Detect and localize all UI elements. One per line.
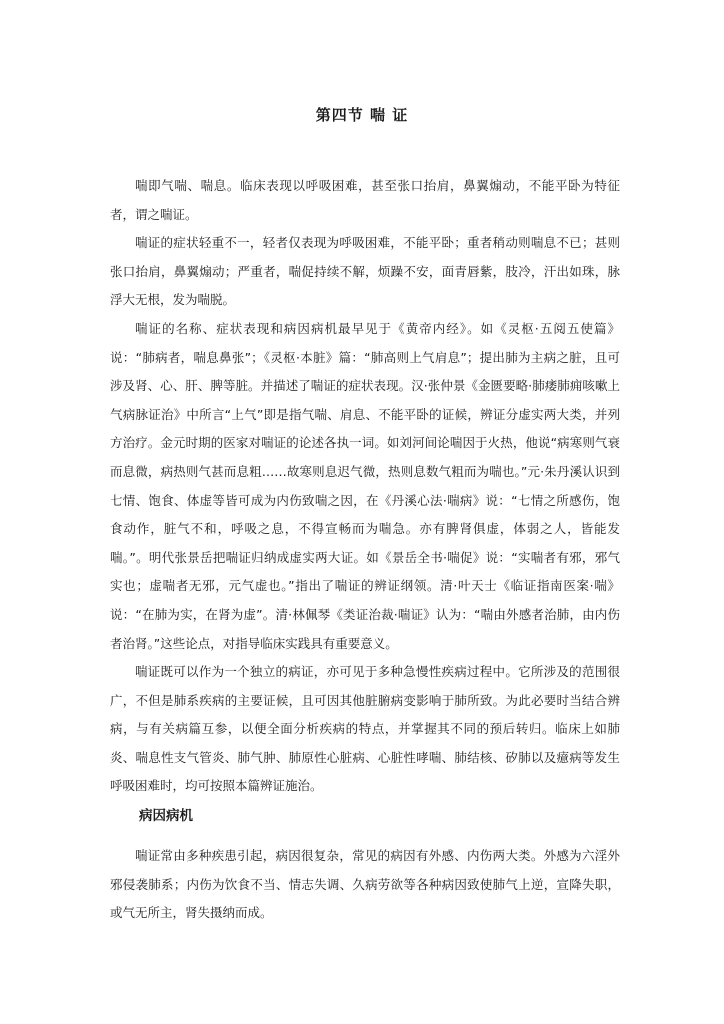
- subsection-body: [110, 842, 620, 928]
- paragraph: 喘证常由多种疾患引起，病因很复杂，常见的病因有外感、内伤两大类。外感为六淫外邪侵袭肺系；内伤为饮食不当、情志失调、久病劳欲等各种病因致使肺气上逆，宣降失职，或气无所主，肾失摄纳而成。: [110, 848, 620, 921]
- subsection-title: 病因病机: [139, 808, 193, 824]
- paragraph: 喘证的名称、症状表现和病因病机最早见于《黄帝内经》。如《灵枢·五阅五使篇》说：“肺病者，喘息鼻张”；《灵枢·本脏》篇：“肺高则上气肩息”；提出肺为主病之脏，且可涉及肾、心、肝、脾等脏。并描述了喘证的症状表现。汉·张仲景《金匮要略·肺痿肺痈咳嗽上气病脉证治》中所言“上气”即是指气喘、肩息、不能平卧的证候，辨证分虚实两大类，并列方治疗。金元时期的医家对喘证的论述各执一词。如刘河间论喘因于火热，他说“病寒则气衰而息微，病热则气甚而息粗……故寒则息迟气微，热则息数气粗而为喘也。”元·朱丹溪认识到七情、饱食、体虚等皆可成为内伤致喘之因，在《丹溪心法·喘病》说：“七情之所感伤，饱食动作，脏气不和，呼吸之息，不得宣畅而为喘急。亦有脾肾俱虚，体弱之人，皆能发喘。”。明代张景岳把喘证归纳成虚实两大证。如《景岳全书·喘促》说：“实喘者有邪，邪气实也；虚喘者无邪，元气虚也。”指出了喘证的辨证纲领。清·叶天士《临证指南医案·喘》说：“在肺为实，在肾为虚”。清·林佩琴《类证治裁·喘证》认为：“喘由外感者治肺，由内伤者治肾。”这些论点，对指导临床实践具有重要意义。: [110, 320, 620, 651]
- section-title: 第四节 喘 证: [315, 106, 409, 124]
- paragraph: 喘证的症状轻重不一，轻者仅表现为呼吸困难，不能平卧；重者稍动则喘息不已；甚则张口抬肩，鼻翼煽动；严重者，喘促持续不解，烦躁不安，面青唇紫，肢冷，汗出如珠，脉浮大无根，发为喘脱。: [110, 235, 620, 308]
- main-body: [110, 172, 620, 801]
- paragraph: 喘即气喘、喘息。临床表现以呼吸困难，甚至张口抬肩，鼻翼煽动，不能平卧为特征者，谓之喘证。: [110, 178, 620, 222]
- paragraph: 喘证既可以作为一个独立的病证，亦可见于多种急慢性疾病过程中。它所涉及的范围很广，不但是肺系疾病的主要证候，且可因其他脏腑病变影响于肺所致。为此必要时当结合辨病，与有关病篇互参，以便全面分析疾病的特点，并掌握其不同的预后转归。临床上如肺炎、喘息性支气管炎、肺气肿、肺原性心脏病、心脏性哮喘、肺结核、矽肺以及癔病等发生呼吸困难时，均可按照本篇辨证施治。: [110, 664, 620, 794]
